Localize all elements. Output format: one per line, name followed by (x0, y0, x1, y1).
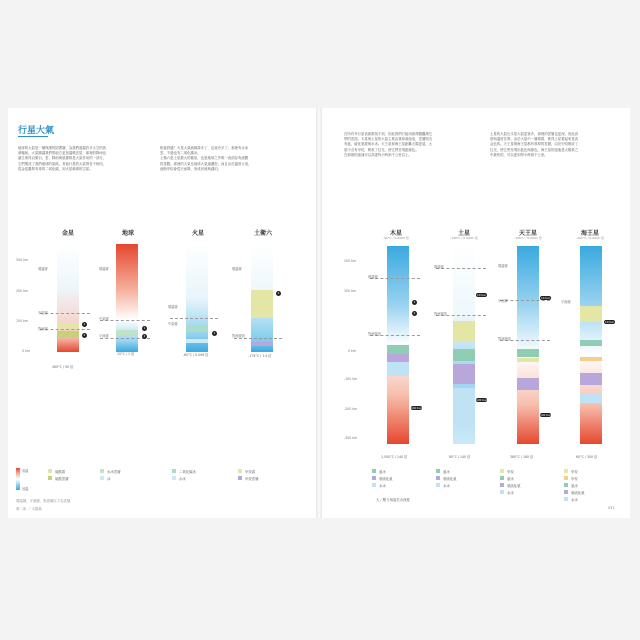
legend-swatch (436, 469, 440, 473)
mars-water-layer (186, 339, 208, 343)
earth-surface: 15°C / 1 倍 (117, 352, 135, 356)
venus-surface: 460°C / 90 倍 (52, 365, 74, 369)
altitude-label: 200 km (344, 259, 357, 263)
legend-label: 氨冰 (507, 477, 514, 481)
uranus-haze-layer (517, 358, 539, 362)
legend-swatch (100, 469, 104, 473)
mars-layer-label: 中氣層 (168, 322, 178, 326)
legend-label: 水冰雲層 (107, 470, 121, 474)
column-line: 從金星濃厚有毒的二氧化碳，到火星稀薄的空氣。 (18, 166, 93, 171)
titan-layer-label: 對流層頂 (232, 334, 245, 338)
legend-swatch (436, 476, 440, 480)
jupiter-layer-label: 增溫層 (368, 275, 378, 279)
legend-swatch (100, 476, 104, 480)
column-line: 的星體。那裡的大氣比地球大氣還濃密，而且由於溫度太低， (160, 161, 252, 166)
legend-label: 甲烷 (507, 470, 514, 474)
earth-marker-one: 1 (143, 326, 146, 330)
legend-swatch (564, 490, 568, 494)
title-underline (18, 136, 48, 137)
saturn-haze-layer (453, 321, 475, 341)
legend-label: 水冰 (379, 484, 386, 488)
pressure-note: 大／壓力相當於水深度 (376, 498, 410, 502)
column-line: 在那裡的風速可以高達每小時兩千公里以上。 (344, 152, 412, 157)
scale-hot-label: 高溫 (22, 469, 29, 473)
page-number: 033 (608, 506, 615, 510)
legend-swatch (500, 490, 504, 494)
uranus-subtitle: -195°C / 0.0003 倍 (514, 236, 542, 240)
mars-dash (170, 318, 218, 319)
mars-co2-layer (186, 325, 208, 332)
column-line: 土星的大氣比木星大氣更寒冷，那裡的雲層也更深，因此高 (490, 132, 579, 136)
uranus-methane-layer (517, 349, 539, 357)
planet-earth-name: 地球 (121, 230, 134, 237)
altitude-label: -100 km (344, 377, 358, 381)
legend-swatch (238, 469, 242, 473)
scale-cold-label: 低溫 (22, 487, 29, 491)
altitude-label: -200 km (344, 407, 358, 411)
venus-marker-one: 1 (83, 322, 86, 326)
column-line: 地球的大氣是一層保護的防護層，為我們遮擋許多太空的致 (18, 146, 107, 150)
column-line: 金色的。天王星與海王星都有厚厚的雲層，由於甲烷吸收了 (490, 142, 579, 147)
legend-label: 水冰 (571, 498, 578, 502)
legend-swatch (48, 476, 52, 480)
venus-marker-two: 2 (83, 333, 86, 337)
legend-label: 氨冰 (571, 484, 578, 488)
column-line: 它們塑造了我們地球的氣候。其他行星的大氣則各不相同， (18, 161, 107, 166)
earth-layer-label: 平流層 (99, 334, 109, 338)
altitude-label: 100 km (16, 319, 29, 323)
legend-swatch (500, 483, 504, 487)
venus-layer-label: 增溫層 (38, 267, 48, 271)
legend-swatch (372, 469, 376, 473)
saturn-layer-label: 對流層頂 (434, 312, 447, 316)
earth-marker-two: 2 (143, 334, 146, 338)
neptune-bottom: 60°C / 300 倍 (576, 455, 598, 459)
venus-layer-label: 對流層 (38, 327, 48, 331)
uranus-layer-label: 增溫層 (498, 264, 508, 268)
uranus-nh4sh-layer (517, 378, 539, 390)
jupiter-bottom: 1,500°C / 140 倍 (381, 455, 408, 459)
column-line: 土衛六是土星最大的衛星，也是地球之外唯一表面存有液體 (160, 156, 249, 161)
saturn-layer-label: 增溫層 (434, 265, 444, 269)
earth-layer-label: 中氣層 (99, 317, 109, 321)
jupiter-water-layer (387, 362, 409, 376)
saturn-nh4sh-layer (453, 364, 475, 384)
legend-label: 氨冰 (379, 470, 386, 474)
legend-label: 冰 (107, 477, 111, 481)
footer-note: 增溫層、平流層、對流層以下為雲層 (16, 499, 71, 503)
saturn-bottom: 80°C / 140 倍 (449, 455, 471, 459)
planet-saturn-name: 土星 (457, 230, 470, 237)
footer-chapter: 第二章 ／ 太陽系 (16, 507, 42, 511)
text-column-3 (344, 132, 472, 158)
legend-label: 水冰 (443, 484, 450, 488)
mars-surface: -60°C / 0.006 倍 (183, 353, 209, 357)
legend-swatch (172, 476, 176, 480)
uranus-bottom: 380°C / 180 倍 (510, 455, 534, 459)
legend-label: 氫硫化氨 (571, 491, 585, 495)
legend-swatch (372, 483, 376, 487)
legend-label: 甲烷 (571, 470, 578, 474)
legend-label: 水冰 (179, 477, 186, 481)
legend-swatch (48, 469, 52, 473)
legend-label: 甲烷霧 (245, 470, 256, 474)
mars-bar (186, 244, 208, 352)
column-line: 命輻射。大氣層讓我們的地方更加溫暖宜居，那裡的降雨也 (18, 151, 107, 156)
column-line: 紅光，使它們呈現出藍色與綠色。海王星的風速是太陽系之 (490, 147, 579, 152)
column-line: 們的雲頂。木星與土星的大氣主要由氫和氦組成，雲層則含 (344, 137, 433, 142)
legend-swatch (500, 476, 504, 480)
jupiter-layer-label: 對流層頂 (368, 332, 381, 336)
saturn-subtitle: -130°C / 0.0001 倍 (450, 236, 478, 240)
neptune-nh4sh-layer (580, 373, 602, 385)
planet-mars-name: 火星 (191, 230, 204, 237)
venus-cloud-layer (57, 331, 79, 338)
legend-label: 氨冰 (443, 470, 450, 474)
legend-swatch (564, 483, 568, 487)
saturn-pressure-tag: 10 bar (476, 293, 487, 297)
legend-swatch (238, 476, 242, 480)
altitude-label: 100 km (344, 289, 357, 293)
neptune-methane-layer (580, 340, 602, 346)
legend-label: 硫酸雲層 (55, 477, 69, 481)
titan-dash (234, 338, 282, 339)
neptune-layer-label: 平流層 (561, 300, 571, 304)
column-line: 中最快的，可以達到每小時兩千公里。 (490, 152, 548, 157)
jupiter-marker-two: 2 (413, 311, 416, 315)
titan-haze-layer (251, 290, 273, 318)
titan-layer-label: 增溫層 (232, 267, 242, 271)
planet-titan-name: 土衛六 (253, 230, 272, 237)
text-column-1 (18, 146, 146, 172)
titan-marker-one: 1 (277, 291, 280, 295)
legend-swatch (564, 476, 568, 480)
planet-uranus-name: 天王星 (518, 230, 537, 237)
altitude-label: 300 km (16, 258, 29, 262)
text-column-4 (490, 132, 610, 158)
uranus-pressure-tag: 10 bar (540, 296, 551, 300)
legend-label: 氫硫化氨 (507, 484, 521, 488)
uranus-bar (517, 246, 539, 444)
earth-cloud-layer (116, 330, 138, 335)
saturn-pressure-tag: 100 bar (476, 398, 487, 402)
saturn-ammonia-layer (453, 349, 475, 361)
saturn-water-layer (453, 388, 475, 424)
legend-swatch (172, 469, 176, 473)
column-line: 讓生命得以繁衍。雲、降雨與風暴都是大氣作用的一部分， (18, 156, 107, 161)
venus-layer-label: 中氣層 (38, 311, 48, 315)
planet-venus-name: 金星 (61, 230, 74, 237)
legend-label: 硫酸霧 (55, 470, 66, 474)
mars-layer-label: 增溫層 (168, 305, 178, 309)
text-column-2 (160, 146, 300, 172)
legend-label: 二氧化碳冰 (179, 470, 196, 474)
neptune-ammonia-layer (580, 357, 602, 361)
earth-layer-label: 增溫層 (99, 267, 109, 271)
legend-swatch (436, 483, 440, 487)
uranus-layer-label: 對流層頂 (498, 337, 511, 341)
book-gutter (316, 108, 322, 518)
legend-label: 氫硫化氨 (379, 477, 393, 481)
column-line: 有氨、硫化氫銨與水冰。天王星和海王星距離太陽更遠，大 (344, 142, 433, 147)
neptune-water-layer (580, 393, 602, 403)
column-line: 氣中含有甲烷，吸收了紅光，使它們呈現藍綠色。 (344, 147, 419, 152)
section-title: 行星大氣 (18, 126, 55, 136)
jupiter-ammonia-layer (387, 345, 409, 354)
column-line: 在所有外行星表面都找不到，因此我們只能用探測器觀測它 (344, 132, 433, 136)
legend-swatch (500, 469, 504, 473)
column-line: 相當舒適！火星大氣就稀薄多了，也寒冷多了，那裡有水冰 (160, 146, 249, 150)
uranus-pressure-tag: 100 bar (540, 413, 551, 417)
jupiter-pressure-tag: 100 bar (411, 406, 422, 410)
neptune-pressure-tag: 10 bar (604, 320, 615, 324)
column-line: 度與溫度各異。由於大氣中一層薄霧，使得土星看起來是淡 (490, 137, 579, 142)
altitude-label: -300 km (344, 436, 358, 440)
legend-label: 水冰 (507, 491, 514, 495)
legend-swatch (372, 476, 376, 480)
column-line: 雲，不過也有二氧化碳冰。 (160, 151, 201, 156)
legend-label: 甲烷雲層 (245, 477, 259, 481)
legend-label: 甲烷 (571, 477, 578, 481)
planet-jupiter-name: 木星 (389, 230, 402, 237)
jupiter-subtitle: -90°C / 0.0005 倍 (383, 236, 409, 240)
jupiter-nh4sh-layer (387, 354, 409, 362)
neptune-haze-layer (580, 306, 602, 322)
mars-marker-one: 1 (213, 331, 216, 335)
altitude-label: 200 km (16, 289, 29, 293)
neptune-subtitle: -201°C / 0.0001 倍 (576, 236, 604, 240)
titan-surface: -179°C / 1.4 倍 (248, 354, 272, 358)
altitude-label: 0 km (22, 349, 30, 353)
planet-neptune-name: 海王星 (580, 230, 599, 237)
legend-swatch (564, 469, 568, 473)
altitude-label: 0 km (348, 349, 356, 353)
temperature-scale (16, 468, 20, 490)
jupiter-marker-one: 1 (413, 300, 416, 304)
earth-bar (116, 244, 138, 352)
titan-methane-layer (251, 342, 273, 346)
legend-swatch (564, 497, 568, 501)
legend-label: 氫硫化氨 (443, 477, 457, 481)
column-line: 液態甲烷會從天而降，形成河流與湖泊。 (160, 166, 222, 171)
uranus-layer-label: 平流層 (498, 299, 508, 303)
